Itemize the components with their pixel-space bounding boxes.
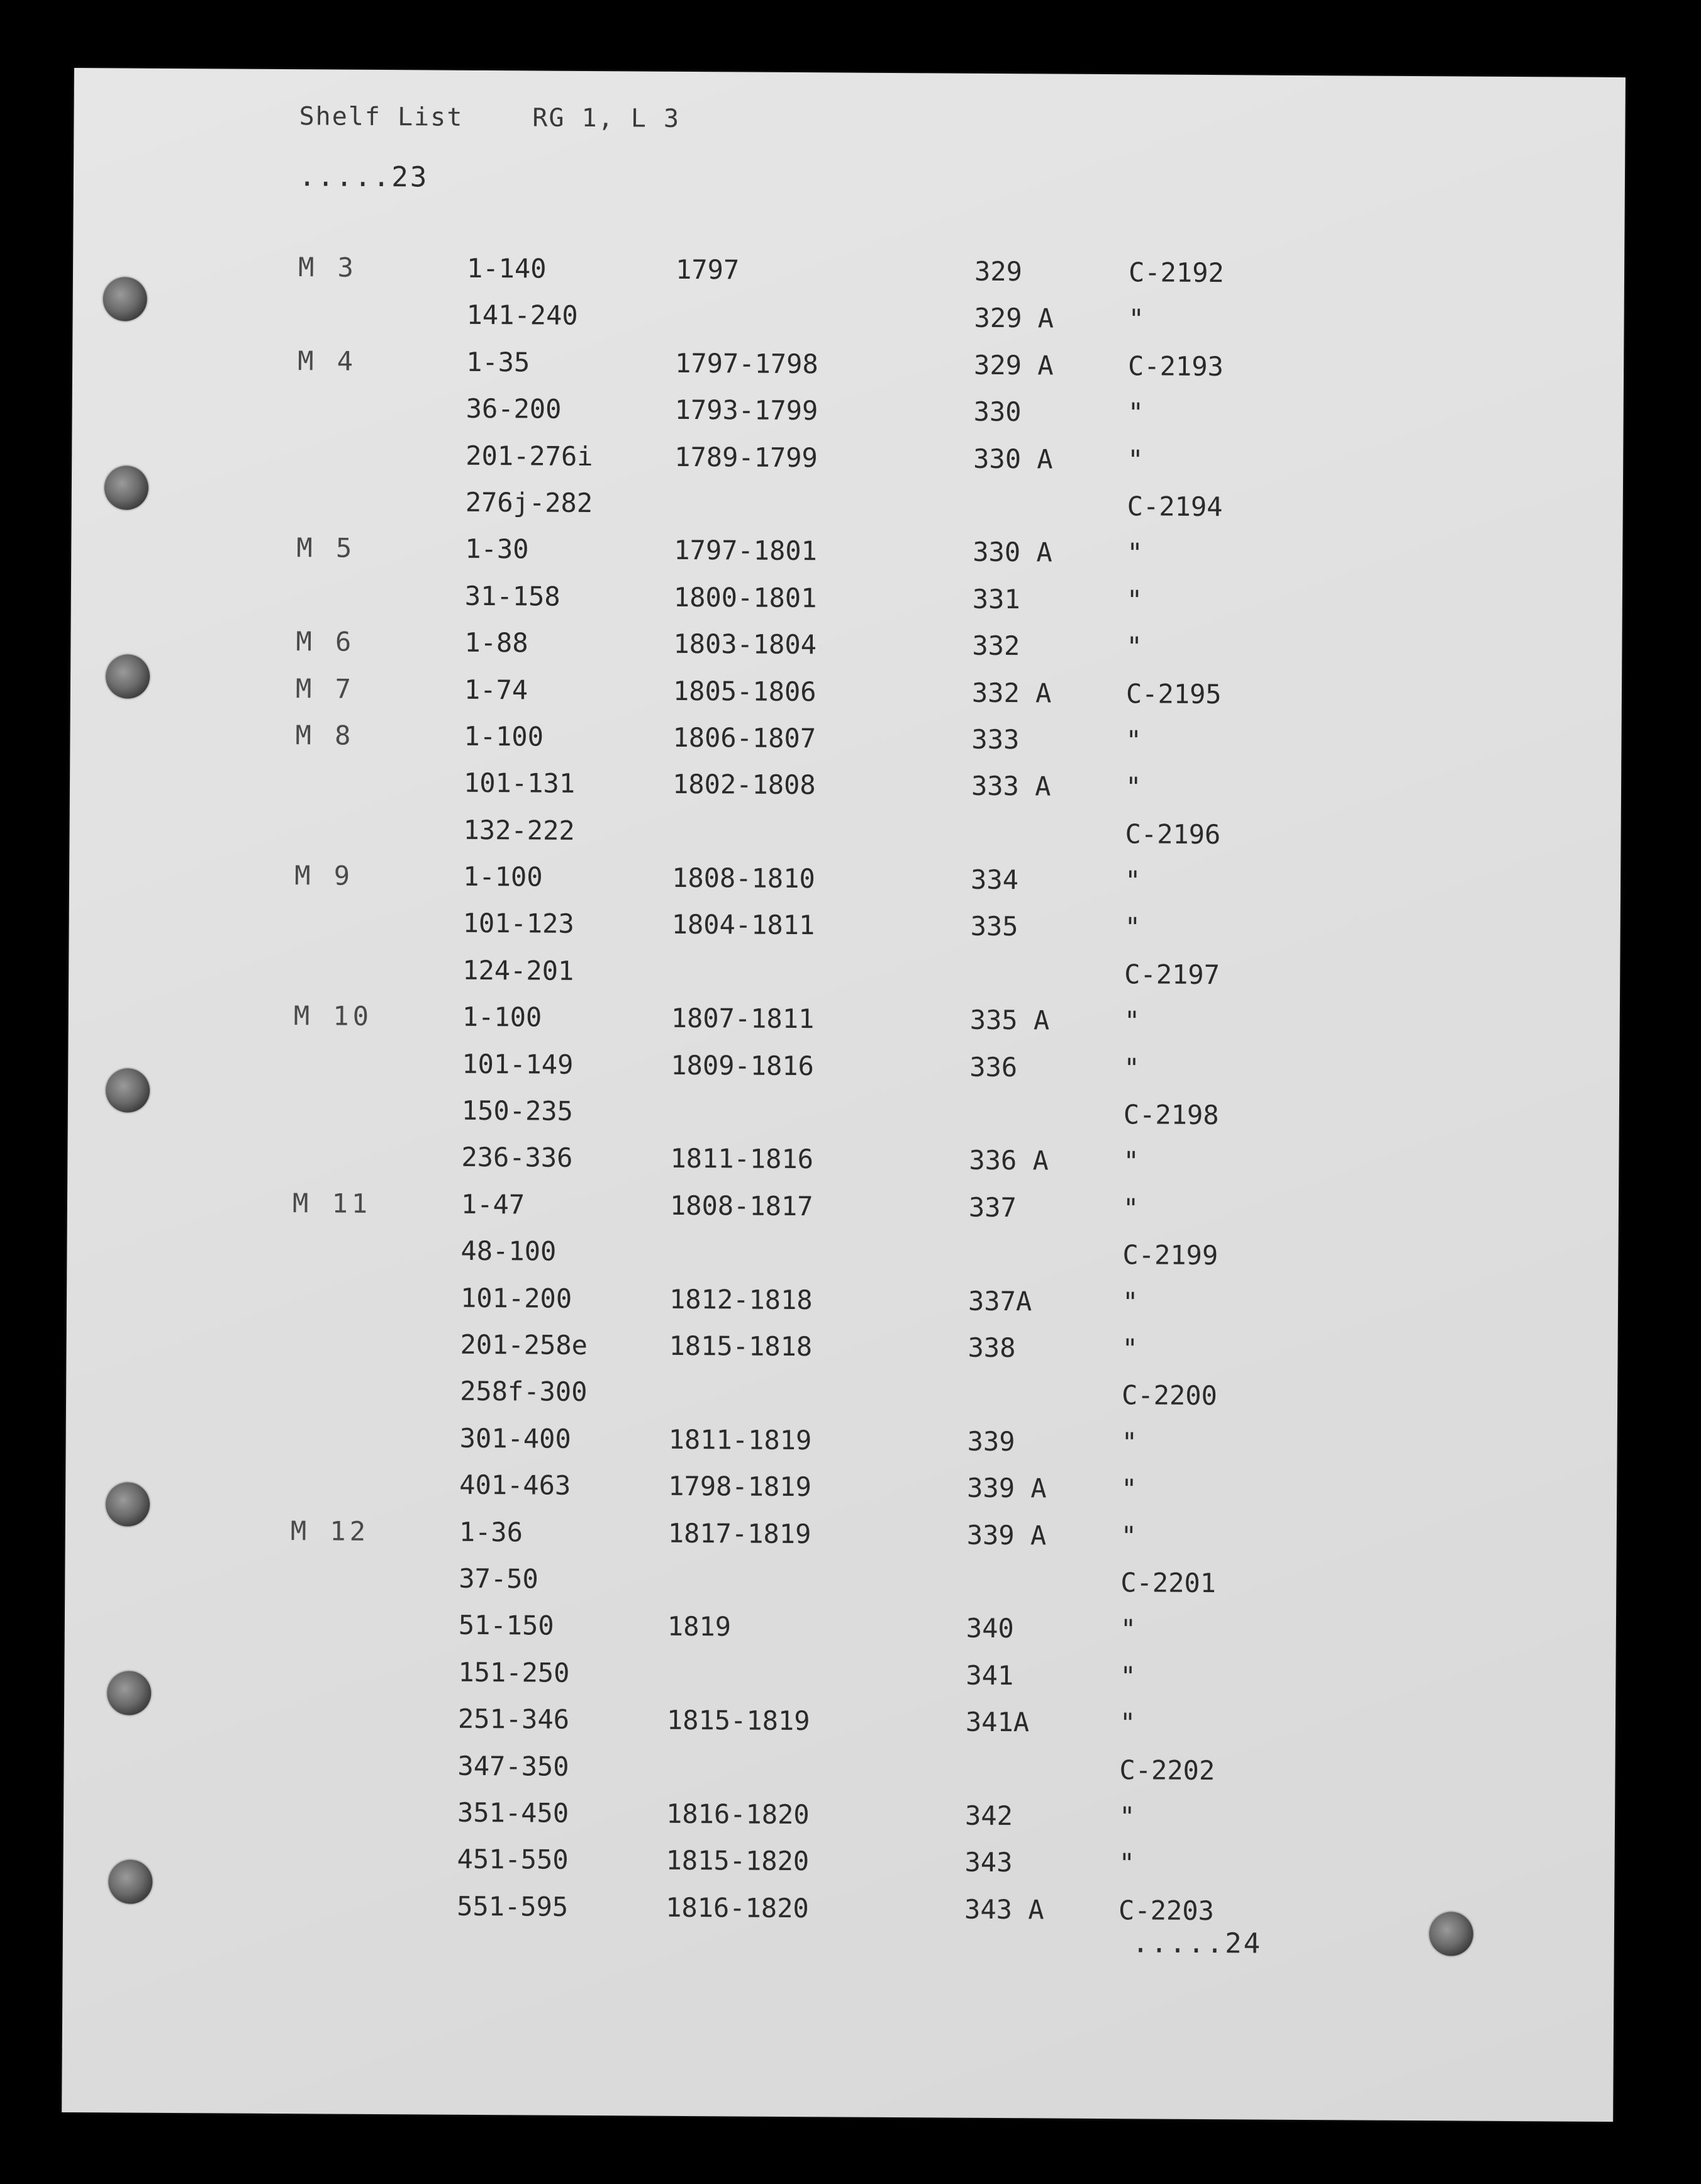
folio-range: 451-550 — [457, 1844, 569, 1876]
folio-range: 201-276i — [466, 440, 593, 472]
microfilm-reel: C-2200 — [1121, 1379, 1218, 1412]
box-number: 337A — [968, 1285, 1032, 1317]
volume-label: M 11 — [292, 1187, 372, 1219]
box-number: 337 — [968, 1191, 1017, 1223]
folio-range: 51-150 — [458, 1610, 554, 1642]
microfilm-reel: " — [1127, 397, 1144, 428]
date-range: 1807-1811 — [671, 1003, 815, 1035]
folio-range: 1-88 — [464, 627, 528, 659]
volume-label: M 8 — [295, 720, 355, 751]
date-range: 1815-1818 — [669, 1330, 813, 1362]
volume-label: M 12 — [290, 1515, 370, 1547]
volume-label: M 9 — [294, 860, 354, 891]
box-number: 329 A — [973, 349, 1054, 381]
volume-label: M 6 — [296, 626, 355, 657]
folio-range: 551-595 — [457, 1890, 569, 1922]
shelf-list-table — [288, 252, 1224, 1936]
box-number: 330 A — [973, 443, 1053, 475]
folio-range: 276j-282 — [465, 486, 593, 518]
date-range: 1806-1807 — [672, 722, 817, 754]
microfilm-reel: " — [1127, 537, 1143, 569]
punch-hole — [104, 465, 148, 510]
microfilm-reel: C-2197 — [1124, 959, 1220, 991]
punch-hole — [103, 277, 147, 321]
volume-label: M 3 — [298, 252, 358, 283]
folio-range: 101-131 — [463, 767, 576, 800]
folio-range: 1-100 — [462, 1001, 542, 1033]
box-number: 335 A — [969, 1004, 1050, 1036]
microfilm-reel: C-2194 — [1127, 491, 1223, 523]
folio-range: 36-200 — [466, 393, 562, 425]
microfilm-reel: " — [1125, 771, 1142, 803]
folio-range: 251-346 — [457, 1703, 570, 1735]
record-group-label: RG 1, L 3 — [532, 103, 681, 133]
folio-range: 1-47 — [460, 1188, 525, 1220]
box-number: 341 — [966, 1659, 1014, 1691]
microfilm-reel: " — [1122, 1193, 1139, 1224]
box-number: 336 — [969, 1051, 1018, 1083]
date-range: 1797-1798 — [675, 347, 818, 380]
date-range: 1804-1811 — [671, 909, 815, 941]
folio-range: 101-123 — [462, 908, 574, 940]
microfilm-reel: " — [1124, 865, 1141, 896]
folio-range: 301-400 — [459, 1422, 571, 1454]
folio-range: 101-149 — [462, 1048, 574, 1080]
folio-range: 1-36 — [459, 1516, 523, 1547]
microfilm-reel: C-2202 — [1119, 1754, 1215, 1786]
microfilm-reel: " — [1124, 1052, 1140, 1084]
microfilm-reel: " — [1128, 303, 1145, 335]
box-number: 341A — [965, 1706, 1030, 1738]
folio-range: 48-100 — [460, 1235, 557, 1267]
microfilm-reel: " — [1120, 1613, 1137, 1645]
box-number: 330 — [973, 396, 1022, 428]
box-number: 333 A — [971, 771, 1051, 802]
folio-range: 151-250 — [458, 1656, 570, 1688]
date-range: 1816-1820 — [666, 1892, 809, 1924]
folio-range: 150-235 — [461, 1095, 574, 1127]
folio-range: 132-222 — [463, 814, 575, 846]
box-number: 329 — [974, 255, 1023, 287]
folio-range: 141-240 — [466, 299, 578, 332]
microfilm-reel: " — [1122, 1333, 1139, 1364]
date-range: 1816-1820 — [666, 1798, 810, 1830]
microfilm-reel: C-2196 — [1125, 818, 1221, 850]
date-range: 1817-1819 — [667, 1517, 811, 1549]
punch-hole — [106, 1068, 150, 1112]
microfilm-reel: C-2192 — [1128, 257, 1224, 289]
punch-hole — [107, 1671, 151, 1715]
folio-range: 201-258e — [460, 1329, 588, 1361]
date-range: 1808-1817 — [669, 1190, 813, 1222]
box-number: 332 — [972, 630, 1020, 662]
box-number: 329 A — [974, 303, 1054, 334]
box-number: 339 A — [967, 1472, 1047, 1504]
date-range: 1819 — [667, 1611, 732, 1642]
box-number: 330 A — [973, 537, 1052, 568]
folio-range: 37-50 — [459, 1563, 538, 1595]
microfilm-reel: " — [1126, 631, 1142, 662]
box-number: 343 — [964, 1846, 1013, 1878]
date-range: 1802-1808 — [672, 769, 816, 801]
box-number: 339 — [967, 1425, 1015, 1457]
microfilm-reel: C-2195 — [1125, 677, 1222, 710]
box-number: 336 A — [969, 1145, 1049, 1176]
microfilm-reel: " — [1120, 1660, 1136, 1692]
microfilm-reel: C-2201 — [1120, 1567, 1217, 1599]
box-number: 334 — [970, 864, 1019, 896]
box-number: 338 — [968, 1332, 1016, 1364]
date-range: 1811-1816 — [670, 1143, 814, 1175]
volume-label: M 4 — [298, 345, 357, 377]
microfilm-reel: " — [1123, 1145, 1139, 1177]
microfilm-reel: C-2198 — [1123, 1099, 1219, 1131]
microfilm-reel: " — [1118, 1801, 1135, 1832]
box-number: 339 A — [966, 1519, 1047, 1551]
date-range: 1812-1818 — [669, 1283, 813, 1315]
folio-range: 401-463 — [459, 1469, 571, 1502]
folio-range: 31-158 — [464, 580, 560, 612]
continued-on-marker: .....24 — [1132, 1927, 1263, 1960]
punch-hole — [1429, 1912, 1473, 1956]
page-header — [299, 102, 680, 133]
box-number: 342 — [964, 1800, 1013, 1832]
folio-range: 347-350 — [457, 1750, 569, 1782]
continued-from-marker: .....23 — [298, 160, 429, 194]
date-range: 1809-1816 — [671, 1049, 815, 1081]
folio-range: 236-336 — [461, 1142, 573, 1174]
folio-range: 258f-300 — [460, 1376, 588, 1408]
microfilm-reel: " — [1121, 1426, 1138, 1458]
box-number: 333 — [971, 723, 1020, 755]
microfilm-reel: C-2193 — [1127, 350, 1224, 382]
microfilm-reel: C-2199 — [1122, 1239, 1219, 1271]
folio-range: 124-201 — [462, 954, 574, 986]
folio-range: 1-100 — [464, 720, 544, 752]
microfilm-reel: " — [1127, 443, 1144, 475]
date-range: 1815-1819 — [666, 1704, 810, 1737]
microfilm-reel: " — [1125, 725, 1142, 756]
microfilm-reel: C-2203 — [1118, 1894, 1215, 1926]
microfilm-reel: " — [1126, 584, 1143, 616]
box-number: 331 — [972, 583, 1020, 615]
microfilm-reel: " — [1120, 1520, 1137, 1551]
folio-range: 1-30 — [465, 533, 529, 565]
box-number: 332 A — [971, 677, 1052, 709]
punch-hole — [108, 1859, 152, 1903]
punch-hole — [106, 654, 150, 698]
date-range: 1793-1799 — [674, 394, 818, 426]
microfilm-reel: " — [1119, 1707, 1136, 1739]
folio-range: 1-100 — [463, 861, 543, 893]
date-range: 1797-1801 — [674, 535, 818, 567]
microfilm-reel: " — [1121, 1473, 1137, 1505]
microfilm-reel: " — [1118, 1847, 1135, 1879]
volume-label: M 10 — [293, 1000, 373, 1032]
date-range: 1798-1819 — [668, 1470, 811, 1503]
folio-range: 1-74 — [464, 674, 528, 705]
box-number: 343 A — [964, 1893, 1044, 1925]
microfilm-reel: " — [1124, 911, 1141, 943]
folio-range: 351-450 — [457, 1797, 569, 1829]
shelf-list-title: Shelf List — [299, 102, 464, 132]
microfilm-reel: " — [1124, 1005, 1141, 1037]
folio-range: 1-35 — [466, 346, 530, 378]
date-range: 1797 — [675, 254, 740, 286]
punch-hole — [106, 1482, 150, 1526]
box-number: 340 — [966, 1613, 1014, 1644]
date-range: 1800-1801 — [673, 581, 817, 613]
volume-label: M 5 — [296, 532, 356, 564]
date-range: 1808-1810 — [672, 862, 815, 894]
date-range: 1789-1799 — [674, 441, 818, 473]
box-number: 335 — [970, 911, 1018, 942]
volume-label: M 7 — [295, 672, 355, 705]
date-range: 1811-1819 — [668, 1424, 812, 1456]
microfilm-reel: " — [1122, 1286, 1139, 1317]
document-page — [62, 68, 1626, 2122]
folio-range: 1-140 — [466, 252, 547, 284]
date-range: 1815-1820 — [666, 1845, 810, 1877]
date-range: 1803-1804 — [673, 628, 817, 660]
date-range: 1805-1806 — [672, 675, 817, 707]
folio-range: 101-200 — [460, 1282, 572, 1314]
